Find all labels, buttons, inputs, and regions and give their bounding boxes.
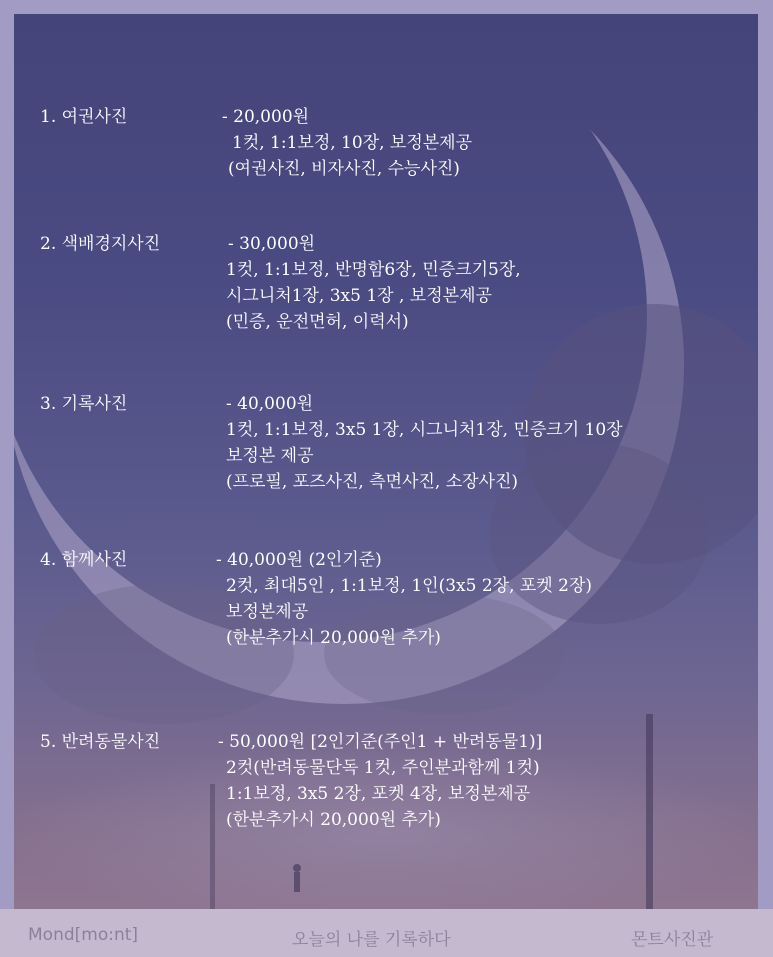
item-detail: (여권사진, 비자사진, 수능사진) xyxy=(228,159,460,179)
item-title: 4. 함께사진 xyxy=(40,550,128,570)
tagline: 오늘의 나를 기록하다 xyxy=(292,930,451,950)
item-price: - 30,000원 xyxy=(228,234,316,254)
item-title: 2. 색배경지사진 xyxy=(40,234,161,254)
item-detail: (한분추가시 20,000원 추가) xyxy=(226,810,441,830)
item-detail: 보정본제공 xyxy=(226,602,309,622)
item-title: 1. 여권사진 xyxy=(40,107,128,127)
price-list xyxy=(14,14,758,909)
item-detail: 2컷, 최대5인 , 1:1보정, 1인(3x5 2장, 포켓 2장) xyxy=(226,576,593,596)
item-price: - 40,000원 (2인기준) xyxy=(216,550,382,570)
item-price: - 40,000원 xyxy=(226,394,314,414)
item-detail: 보정본 제공 xyxy=(226,446,314,466)
item-title: 3. 기록사진 xyxy=(40,394,128,414)
studio-name: 몬트사진관 xyxy=(631,930,714,950)
item-detail: 1컷, 1:1보정, 반명함6장, 민증크기5장, xyxy=(226,260,521,280)
item-price: - 20,000원 xyxy=(222,107,310,127)
brand-name: Mond[mo:nt] xyxy=(28,925,139,945)
item-detail: 1컷, 1:1보정, 3x5 1장, 시그니처1장, 민증크기 10장 xyxy=(226,420,623,440)
item-price: - 50,000원 [2인기준(주인1 + 반려동물1)] xyxy=(218,732,543,752)
item-detail: 시그니처1장, 3x5 1장 , 보정본제공 xyxy=(226,286,492,306)
item-detail: (한분추가시 20,000원 추가) xyxy=(226,628,441,648)
item-detail: (프로필, 포즈사진, 측면사진, 소장사진) xyxy=(226,472,519,492)
item-title: 5. 반려동물사진 xyxy=(40,732,161,752)
footer-bar xyxy=(0,909,773,957)
item-detail: 2컷(반려동물단독 1컷, 주인분과함께 1컷) xyxy=(226,758,540,778)
item-detail: (민증, 운전면허, 이력서) xyxy=(226,312,409,332)
item-detail: 1:1보정, 3x5 2장, 포켓 4장, 보정본제공 xyxy=(226,784,531,804)
menu-board xyxy=(14,14,758,909)
item-detail: 1컷, 1:1보정, 10장, 보정본제공 xyxy=(232,133,473,153)
